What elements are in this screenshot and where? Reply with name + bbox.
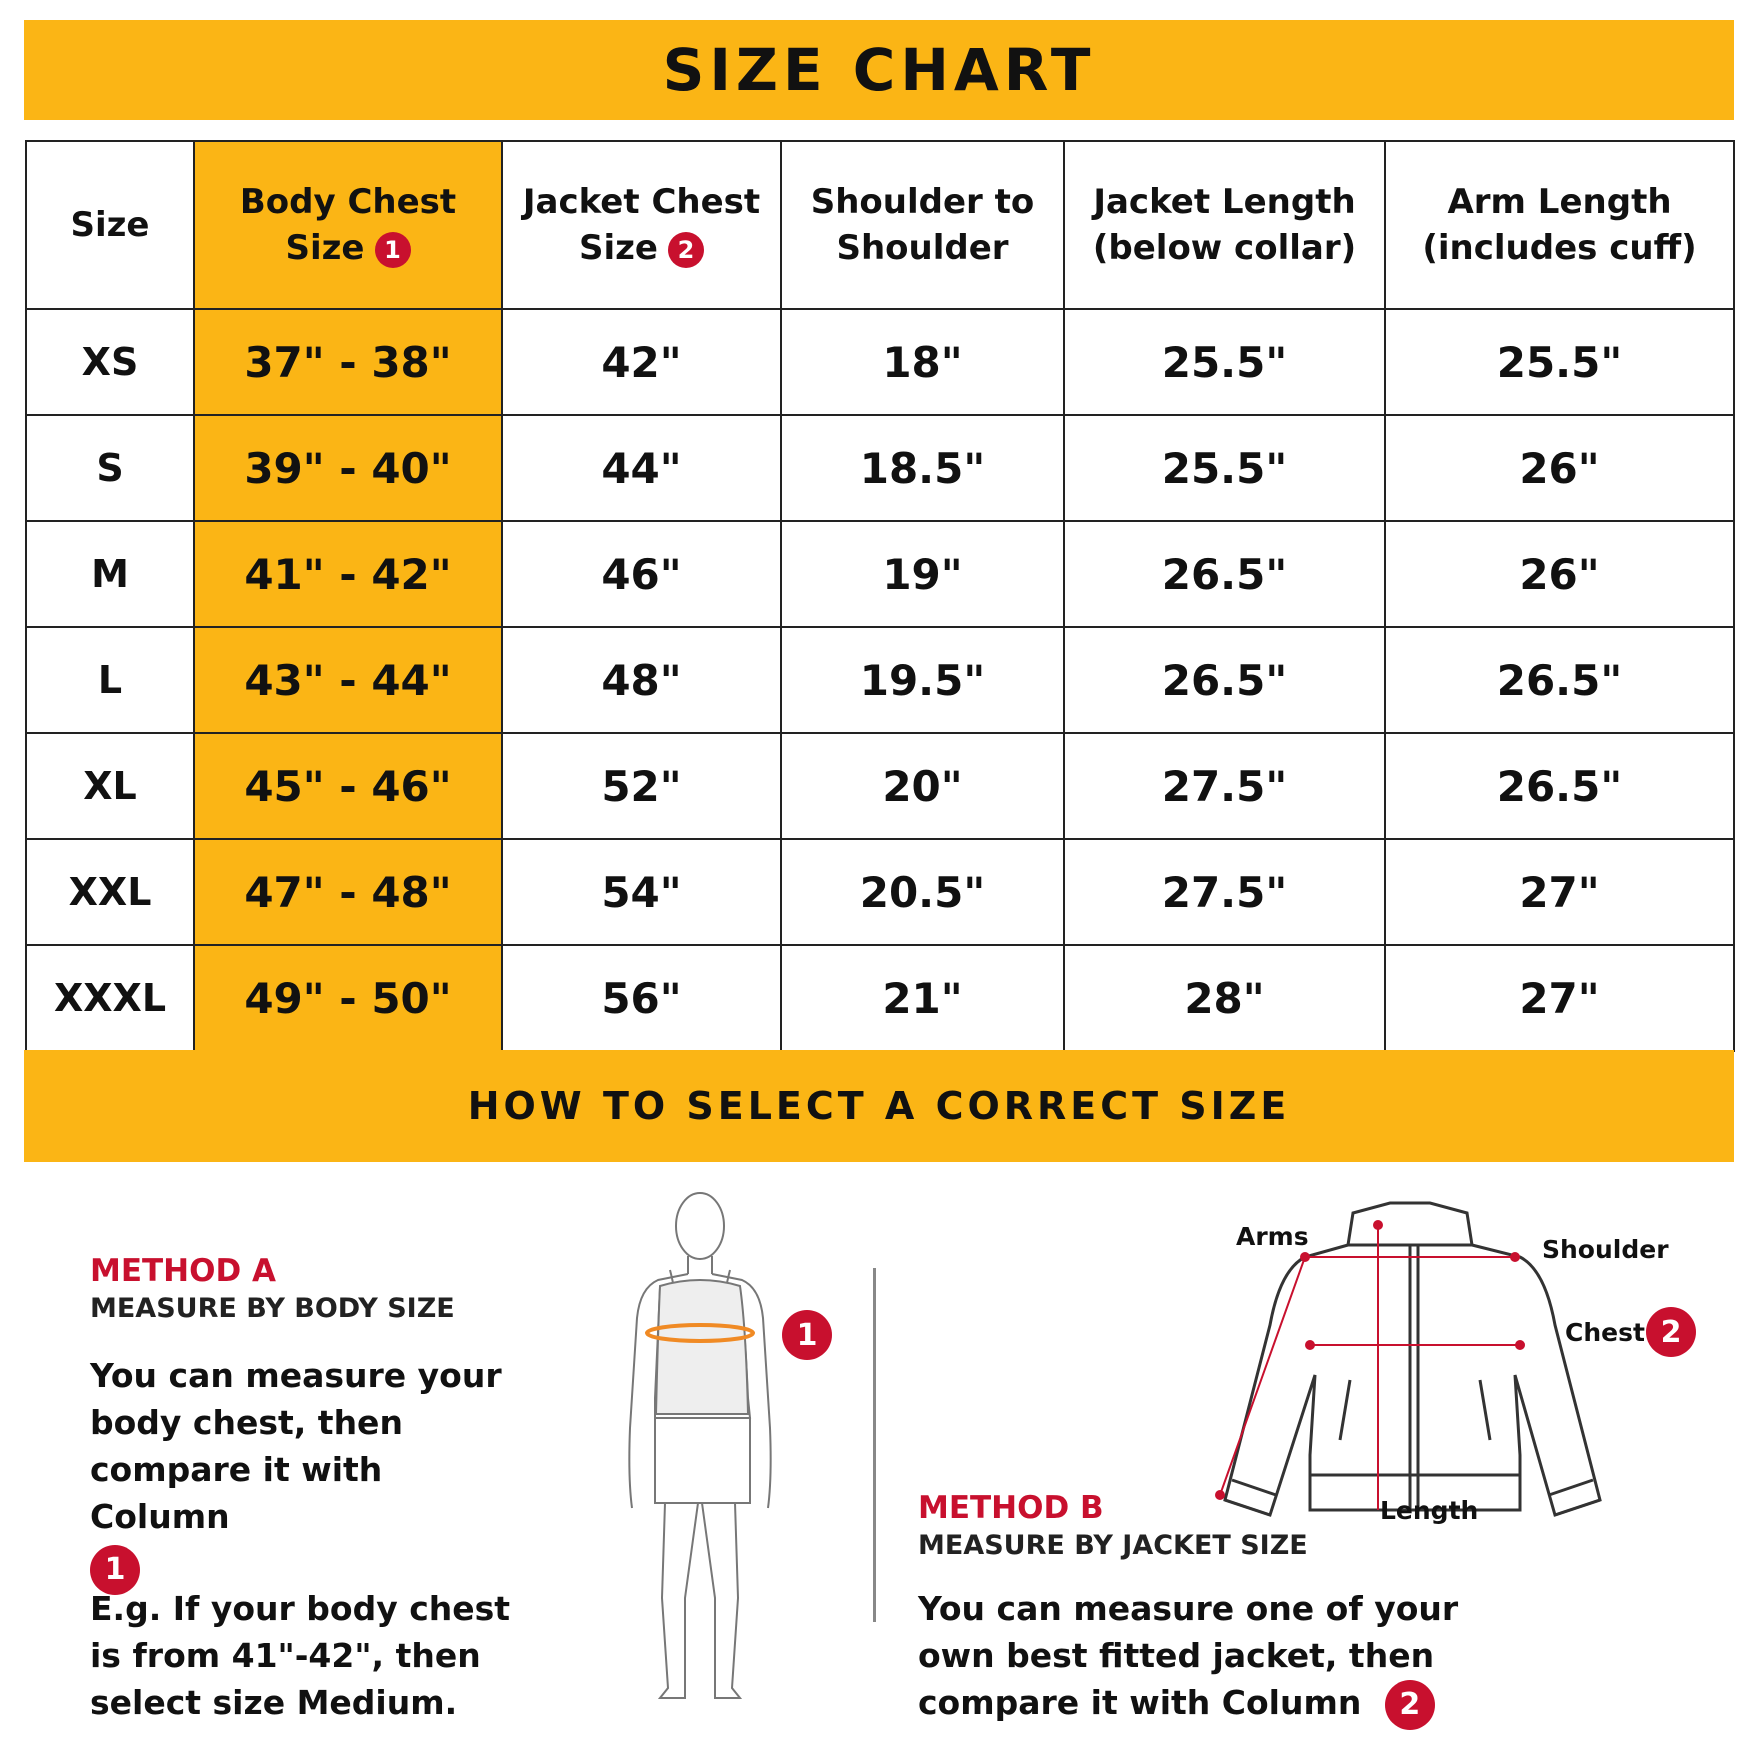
table-cell: 26.5" — [1064, 627, 1385, 733]
column-number-badge: 2 — [668, 232, 704, 268]
column-header-line1: Shoulder to — [810, 182, 1035, 222]
table-cell: 41" - 42" — [194, 521, 502, 627]
title-banner — [24, 20, 1734, 120]
table-cell: 25.5" — [1064, 415, 1385, 521]
column-number-badge: 1 — [375, 232, 411, 268]
table-row — [26, 521, 1734, 627]
column-header-line1: Jacket Chest — [522, 182, 761, 222]
table-cell: 26.5" — [1385, 627, 1734, 733]
size-chart-table — [25, 140, 1735, 1052]
jacket-arms-label: Arms — [1236, 1222, 1309, 1251]
table-cell: 37" - 38" — [194, 309, 502, 415]
table-cell: 26" — [1385, 415, 1734, 521]
table-cell: 28" — [1064, 945, 1385, 1051]
table-cell: 21" — [781, 945, 1064, 1051]
column-header-line2-text: Size — [285, 228, 365, 268]
column-header — [502, 141, 781, 309]
method-b-title: METHOD B — [918, 1490, 1104, 1526]
body-left-leg — [660, 1503, 698, 1698]
body-shorts — [655, 1418, 750, 1503]
column-header-line2 — [782, 225, 1063, 271]
method-a-body — [90, 1352, 530, 1595]
table-row — [26, 309, 1734, 415]
method-a-example: E.g. If your body chest is from 41"-42", then select size Medium. — [90, 1589, 511, 1722]
column-header-line1: Size — [70, 205, 150, 245]
table-row — [26, 839, 1734, 945]
method-a-text: You can measure your body chest, then compare it with Column — [90, 1356, 502, 1536]
column-header-line2 — [195, 225, 501, 271]
table-body — [26, 309, 1734, 1051]
jacket-collar — [1348, 1203, 1472, 1245]
table-cell: 25.5" — [1064, 309, 1385, 415]
column-header — [781, 141, 1064, 309]
method-divider — [873, 1268, 876, 1622]
method-b-body — [918, 1585, 1538, 1730]
table-header-row — [26, 141, 1734, 309]
column-header-line1: Jacket Length — [1093, 182, 1356, 222]
column-header-line2 — [503, 225, 780, 271]
table-cell: 42" — [502, 309, 781, 415]
table-cell: 49" - 50" — [194, 945, 502, 1051]
jacket-pockets — [1340, 1380, 1490, 1440]
size-cell: XXXL — [26, 945, 194, 1051]
body-tank-top — [656, 1280, 748, 1414]
size-cell: M — [26, 521, 194, 627]
table-cell: 27.5" — [1064, 733, 1385, 839]
body-figure-illustration — [610, 1178, 790, 1708]
table-cell: 25.5" — [1385, 309, 1734, 415]
column-header-line2-text: (includes cuff) — [1422, 228, 1697, 268]
column-header-line2 — [1386, 225, 1733, 271]
page-title: SIZE CHART — [662, 36, 1096, 104]
method-a-section — [90, 1253, 455, 1324]
size-cell: XXL — [26, 839, 194, 945]
table-cell: 26.5" — [1385, 733, 1734, 839]
table-cell: 20.5" — [781, 839, 1064, 945]
table-cell: 43" - 44" — [194, 627, 502, 733]
column-header — [194, 141, 502, 309]
table-cell: 39" - 40" — [194, 415, 502, 521]
table-cell: 45" - 46" — [194, 733, 502, 839]
jacket-chest-label: Chest — [1565, 1318, 1645, 1347]
table-cell: 48" — [502, 627, 781, 733]
size-cell: L — [26, 627, 194, 733]
table-row — [26, 627, 1734, 733]
table-cell: 44" — [502, 415, 781, 521]
size-cell: XL — [26, 733, 194, 839]
body-right-leg — [702, 1503, 740, 1698]
column-header — [1064, 141, 1385, 309]
table-cell: 52" — [502, 733, 781, 839]
column-header — [26, 141, 194, 309]
jacket-length-label: Length — [1380, 1496, 1479, 1525]
size-cell: S — [26, 415, 194, 521]
table-row — [26, 945, 1734, 1051]
method-b-subtitle: MEASURE BY JACKET SIZE — [918, 1530, 1308, 1561]
column-header-line1: Body Chest — [239, 182, 457, 222]
table-cell: 27" — [1385, 945, 1734, 1051]
method-b-section — [918, 1490, 1308, 1561]
table-row — [26, 415, 1734, 521]
jacket-chest-badge: 2 — [1646, 1307, 1696, 1357]
table-cell: 27" — [1385, 839, 1734, 945]
table-cell: 18.5" — [781, 415, 1064, 521]
method-b-text: You can measure one of your own best fitted jacket, then compare it with Column — [918, 1589, 1459, 1722]
method-a-column-badge: 1 — [90, 1545, 140, 1595]
column-header-line2 — [1065, 225, 1384, 271]
table-cell: 46" — [502, 521, 781, 627]
column-header-line2-text: Size — [579, 228, 658, 268]
table-cell: 20" — [781, 733, 1064, 839]
table-cell: 19" — [781, 521, 1064, 627]
table-cell: 18" — [781, 309, 1064, 415]
table-cell: 26" — [1385, 521, 1734, 627]
table-cell: 19.5" — [781, 627, 1064, 733]
table-cell: 27.5" — [1064, 839, 1385, 945]
method-a-subtitle: MEASURE BY BODY SIZE — [90, 1293, 455, 1324]
method-b-column-badge: 2 — [1385, 1680, 1435, 1730]
column-header-line2-text: (below collar) — [1092, 228, 1357, 268]
column-header-line1: Arm Length — [1447, 182, 1672, 222]
body-figure-badge: 1 — [782, 1310, 832, 1360]
size-cell: XS — [26, 309, 194, 415]
column-header — [1385, 141, 1734, 309]
table-cell: 47" - 48" — [194, 839, 502, 945]
table-cell: 26.5" — [1064, 521, 1385, 627]
column-header-line2-text: Shoulder — [836, 228, 1009, 268]
howto-banner — [24, 1050, 1734, 1162]
table-cell: 54" — [502, 839, 781, 945]
body-head — [676, 1193, 724, 1259]
jacket-zipper — [1410, 1245, 1418, 1510]
arms-measure-line — [1220, 1257, 1305, 1495]
method-a-title: METHOD A — [90, 1253, 276, 1289]
table-cell: 56" — [502, 945, 781, 1051]
table-row — [26, 733, 1734, 839]
jacket-shoulder-label: Shoulder — [1542, 1235, 1669, 1264]
howto-title: HOW TO SELECT A CORRECT SIZE — [467, 1084, 1291, 1128]
